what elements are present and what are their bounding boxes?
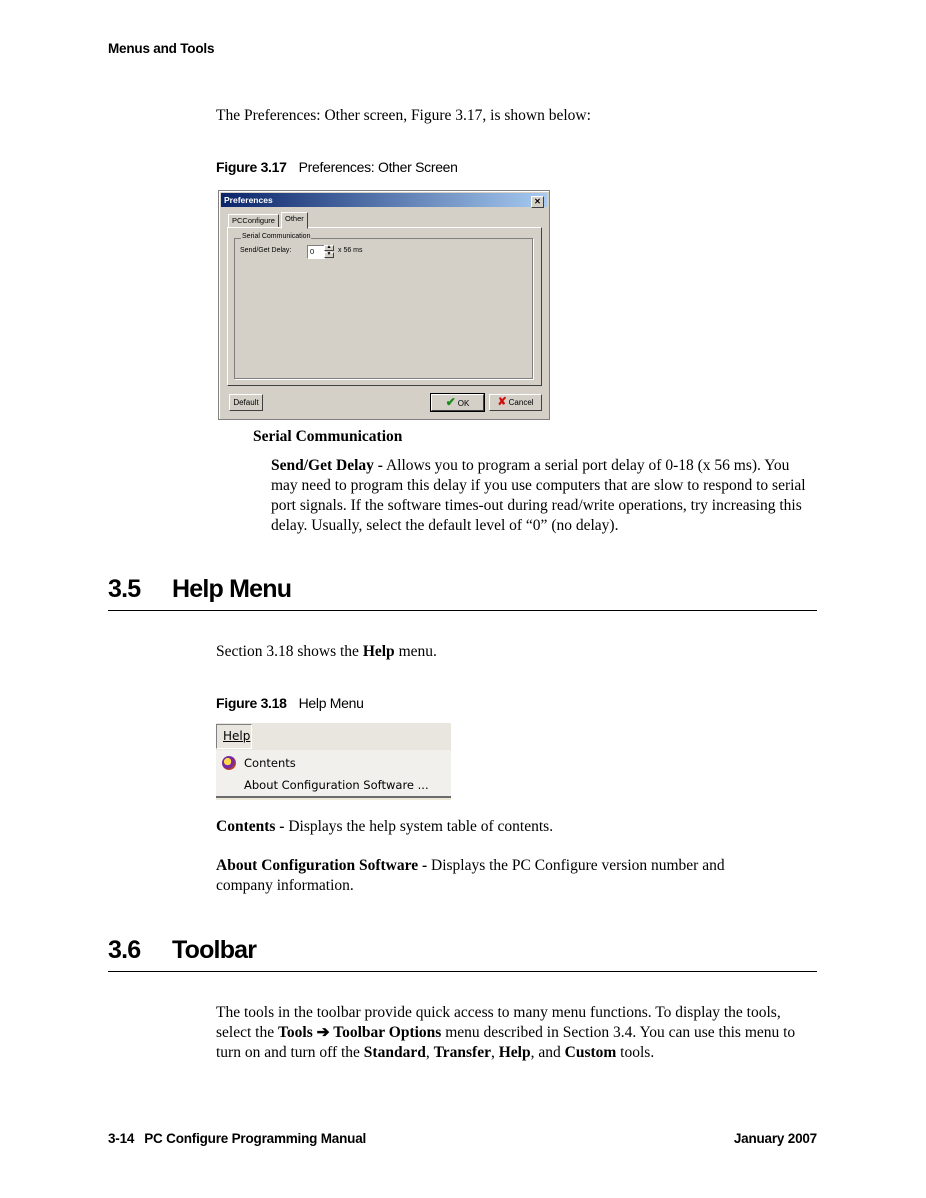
group-label: Serial Communication [242, 233, 311, 240]
text-run: , and [530, 1044, 565, 1061]
help-dropdown [216, 750, 451, 798]
footer-left [108, 1131, 366, 1146]
text-run: The tools in the toolbar provide quick access to many menu functions. To display the tools, select the [216, 1004, 781, 1041]
about-description [216, 856, 776, 896]
dialog-tab-panel [227, 227, 542, 386]
section-3-5-heading [108, 575, 817, 611]
cancel-x-icon: ✘ [497, 396, 507, 408]
help-menu-label: Help [223, 729, 251, 743]
close-icon[interactable]: ✕ [531, 196, 544, 208]
figure-318-caption [216, 695, 364, 711]
manual-title: PC Configure Programming Manual [144, 1131, 367, 1146]
menu-item-contents[interactable]: Contents [244, 756, 296, 770]
intro-text-end: menu. [394, 643, 437, 660]
text-run: menu described in Section 3.4. You can use this menu to turn on and turn off the [216, 1024, 796, 1061]
section-number: 3.6 [108, 936, 141, 964]
bold-run: Custom [564, 1044, 617, 1061]
section-title: Toolbar [172, 936, 257, 964]
section-title: Help Menu [172, 575, 292, 603]
menu-item-about[interactable]: About Configuration Software ... [244, 778, 429, 792]
contents-description [216, 817, 553, 837]
toolbar-paragraph [216, 1003, 806, 1063]
tab-other[interactable]: Other [281, 212, 308, 229]
delay-unit-label: x 56 ms [338, 247, 363, 254]
footer-date: January 2007 [733, 1131, 817, 1146]
contents-text: Displays the help system table of contents. [284, 818, 554, 835]
checkmark-icon: ✔ [445, 395, 456, 409]
send-get-delay-term: Send/Get Delay - [271, 457, 383, 474]
intro-bold-help: Help [362, 643, 395, 660]
figure-318-number: Figure 3.18 [216, 695, 287, 711]
figure-317-title: Preferences: Other Screen [298, 159, 458, 175]
help-menu-screenshot [216, 723, 451, 800]
bold-run: Help [498, 1044, 531, 1061]
ok-button[interactable] [431, 394, 484, 411]
text-run: , [425, 1044, 434, 1061]
cancel-label: Cancel [508, 398, 534, 407]
preferences-dialog [218, 190, 550, 420]
help-menu-intro [216, 642, 437, 662]
help-contents-icon [222, 756, 236, 770]
send-get-delay-label: Send/Get Delay: [240, 247, 292, 254]
text-run: , [490, 1044, 499, 1061]
cancel-button[interactable] [489, 394, 542, 411]
serial-communication-heading: Serial Communication [253, 428, 403, 445]
help-menu-button[interactable] [216, 724, 252, 749]
tab-pcconfigure[interactable]: PCConfigure [228, 214, 279, 227]
send-get-delay-input[interactable]: 0 [307, 245, 325, 259]
figure-318-title: Help Menu [298, 695, 364, 711]
menu-bar [216, 723, 451, 750]
dialog-titlebar [221, 193, 547, 207]
about-term: About Configuration Software - [216, 857, 428, 874]
send-get-delay-description [271, 456, 819, 536]
serial-communication-group [234, 233, 533, 379]
bold-run: Tools ➔ Toolbar Options [277, 1024, 442, 1041]
default-button[interactable]: Default [229, 394, 263, 411]
spin-down-button[interactable]: ▼ [324, 252, 334, 258]
dialog-title: Preferences [224, 195, 273, 205]
running-header: Menus and Tools [108, 41, 215, 56]
figure-317-caption [216, 159, 458, 175]
about-text: Displays the PC Configure version number and company information. [216, 857, 725, 894]
intro-paragraph: The Preferences: Other screen, Figure 3.17, is shown below: [216, 107, 591, 124]
ok-label: OK [457, 399, 470, 408]
spin-up-button[interactable]: ▲ [324, 245, 334, 251]
bold-run: Standard [363, 1044, 426, 1061]
page-number: 3-14 [108, 1131, 135, 1146]
bold-run: Transfer [433, 1044, 491, 1061]
send-get-delay-text: Allows you to program a serial port delay of 0-18 (x 56 ms). You may need to program this delay if you use computers that are slow to respond to serial port signals. If the software times-out during read/write operations, try increasing this delay. Usually, select the default level of “0” (no delay). [271, 457, 806, 534]
section-3-6-heading [108, 936, 817, 972]
intro-text: Section 3.18 shows the [216, 643, 363, 660]
figure-317-number: Figure 3.17 [216, 159, 287, 175]
section-number: 3.5 [108, 575, 141, 603]
text-run: tools. [616, 1044, 655, 1061]
contents-term: Contents - [216, 818, 285, 835]
